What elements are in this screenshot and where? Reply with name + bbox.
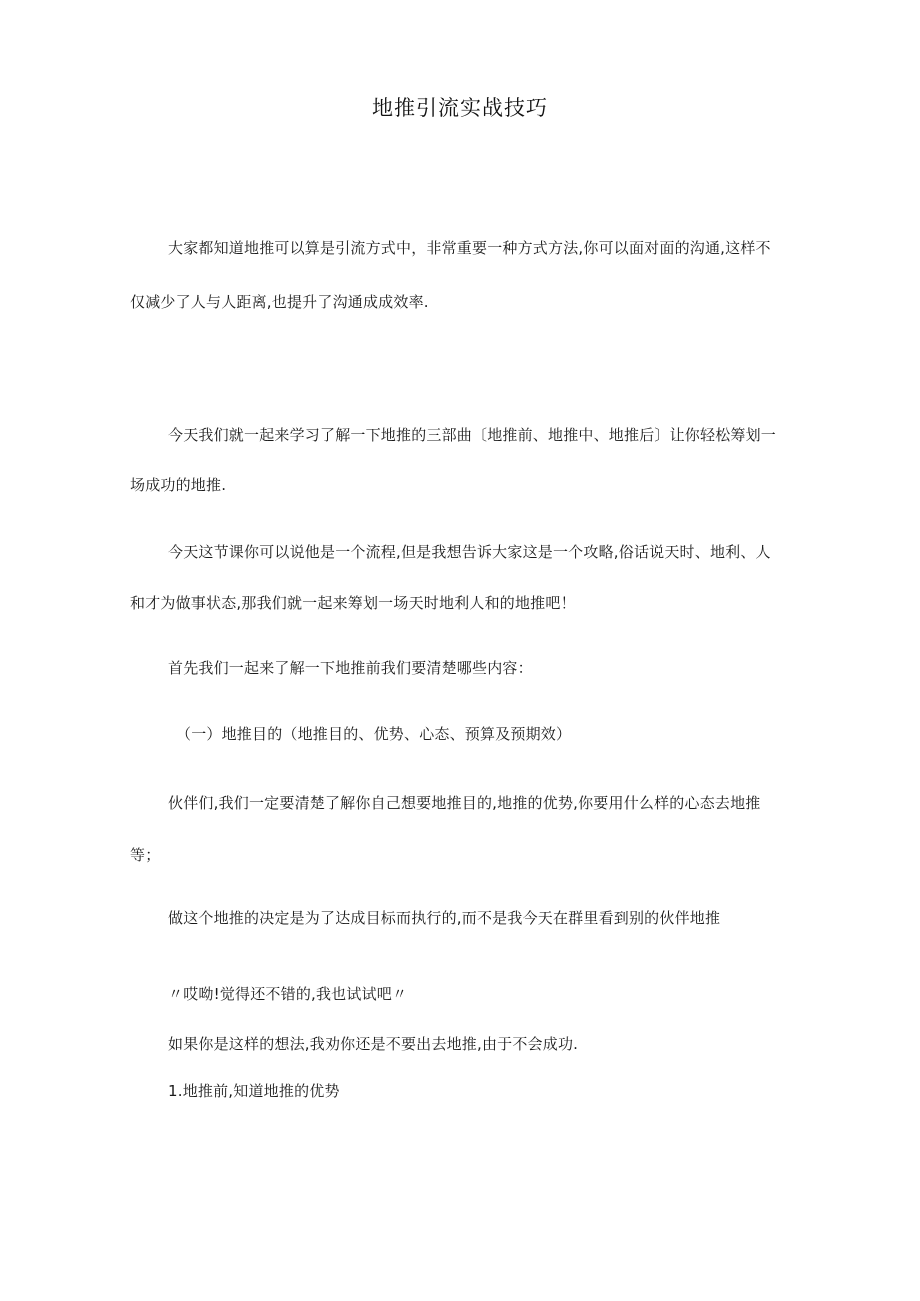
paragraph-2-line-1: 今天我们就一起来学习了解一下地推的三部曲〔地推前、地推中、地推后〕让你轻松筹划一 — [168, 426, 777, 444]
quote-line: 〃哎呦!觉得还不错的,我也试试吧〃 — [168, 985, 408, 1003]
paragraph-4-line-1: 首先我们一起来了解一下地推前我们要清楚哪些内容： — [168, 659, 533, 677]
paragraph-6-line-1: 做这个地推的决定是为了达成目标而执行的,而不是我今天在群里看到别的伙伴地推 — [168, 909, 721, 927]
paragraph-5-line-1: 伙伴们,我们一定要清楚了解你自己想要地推目的,地推的优势,你要用什么样的心态去地推 — [168, 794, 761, 812]
paragraph-1-line-2: 仅减少了人与人距离,也提升了沟通成成效率. — [130, 293, 429, 311]
paragraph-7-line-1: 如果你是这样的想法,我劝你还是不要出去地推,由于不会成功. — [168, 1035, 579, 1053]
paragraph-3-line-2: 和才为做事状态,那我们就一起来筹划一场天时地利人和的地推吧！ — [130, 594, 576, 612]
list-item-1: 1.地推前,知道地推的优势 — [168, 1082, 340, 1100]
paragraph-3-line-1: 今天这节课你可以说他是一个流程,但是我想告诉大家这是一个攻略,俗话说天时、地利、人 — [168, 543, 771, 561]
document-title: 地推引流实战技巧 — [372, 96, 548, 120]
section-heading-1: （一）地推目的（地推目的、优势、心态、预算及预期效） — [176, 725, 572, 743]
paragraph-2-line-2: 场成功的地推. — [130, 476, 227, 494]
paragraph-1-line-1: 大家都知道地推可以算是引流方式中，非常重要一种方式方法,你可以面对面的沟通,这样不 — [168, 239, 771, 257]
paragraph-5-line-2: 等； — [130, 846, 161, 864]
